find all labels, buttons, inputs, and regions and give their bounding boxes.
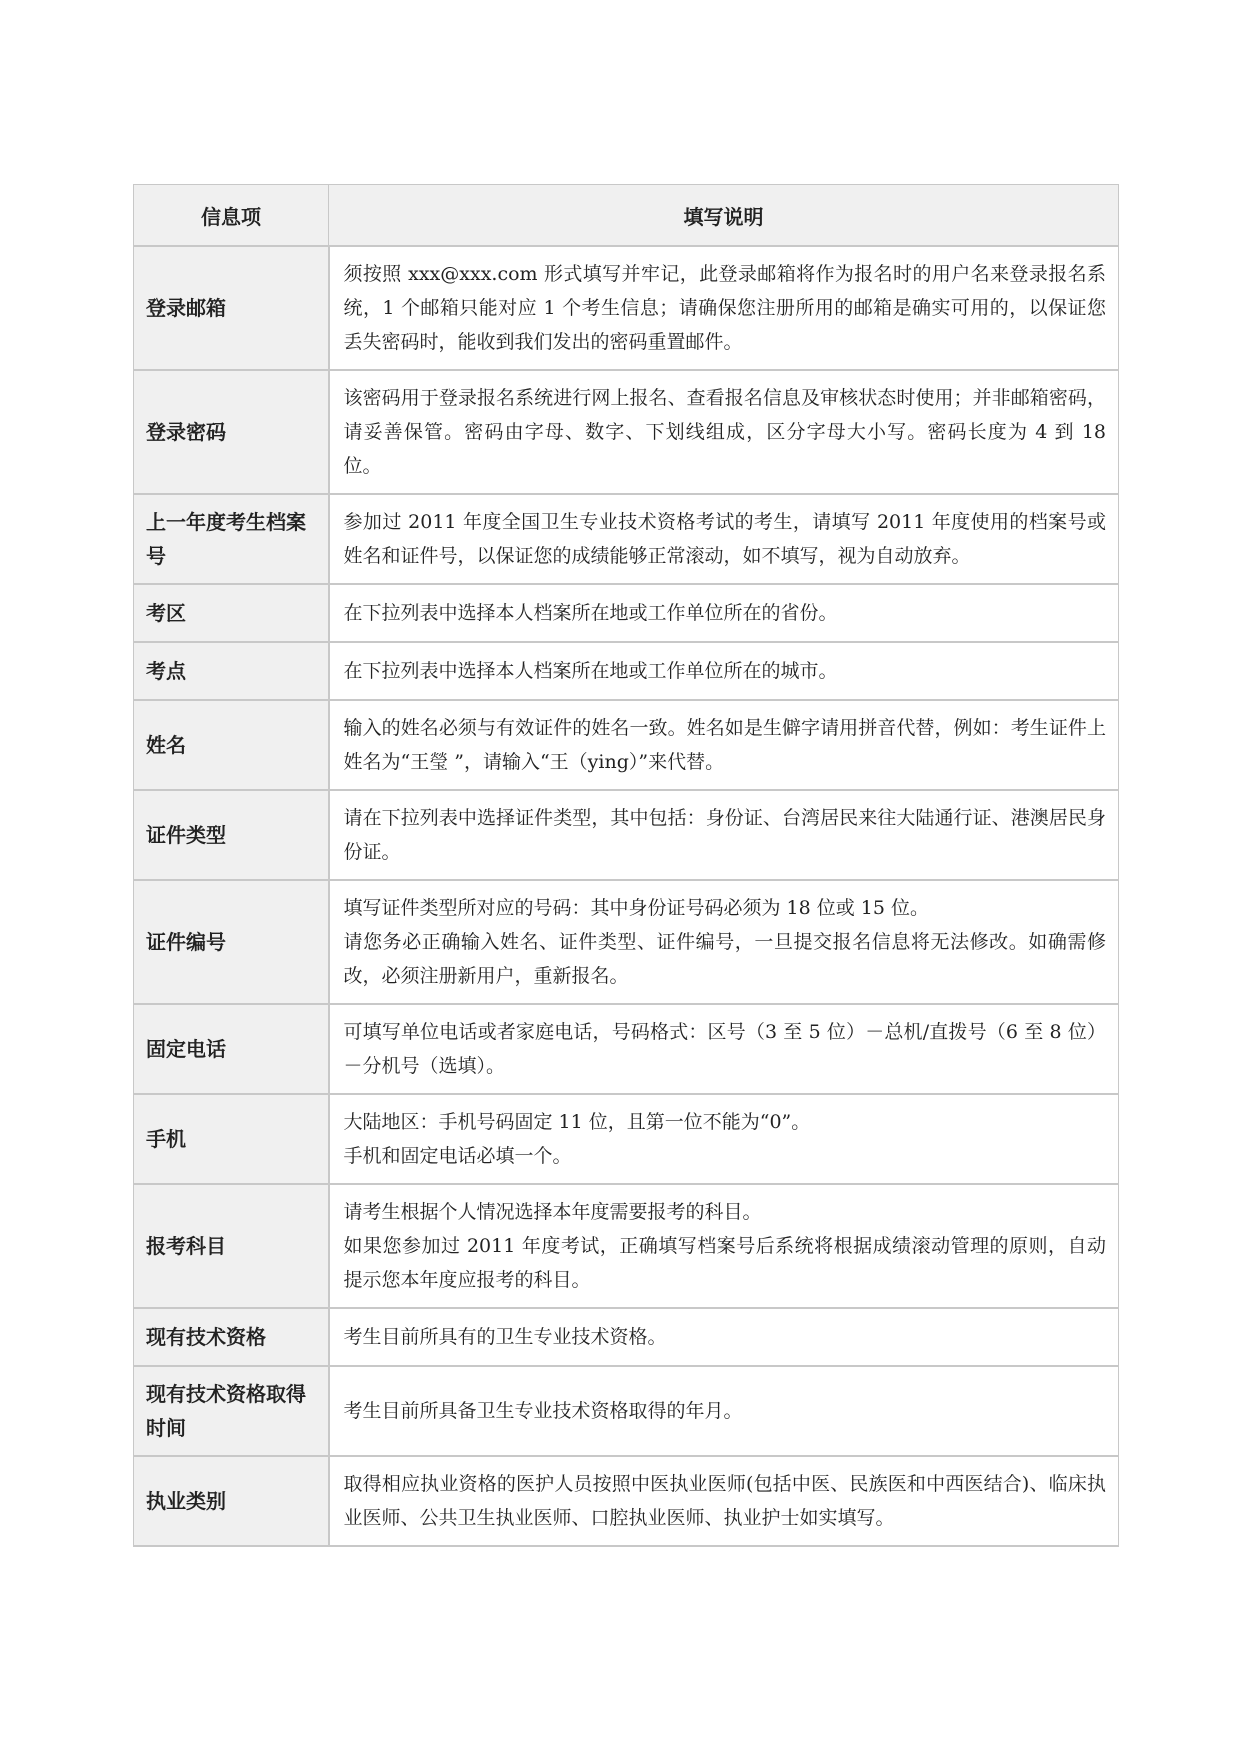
row-item-exam-region: 考区 [134,584,329,642]
row-desc-login-email [329,246,1119,370]
row-desc-exam-subjects [329,1184,1119,1308]
desc-line: 在下拉列表中选择本人档案所在地或工作单位所在的城市。 [343,660,838,682]
row-item-exam-site: 考点 [134,642,329,700]
header-item: 信息项 [134,185,329,247]
row-desc-exam-site [329,642,1119,700]
table-row [134,246,1119,370]
desc-line: 在下拉列表中选择本人档案所在地或工作单位所在的省份。 [343,602,838,624]
row-item-archive-number: 上一年度考生档案号 [134,494,329,584]
row-desc-id-number [329,880,1119,1004]
row-desc-mobile [329,1094,1119,1184]
row-item-landline: 固定电话 [134,1004,329,1094]
row-item-id-number: 证件编号 [134,880,329,1004]
row-item-login-password: 登录密码 [134,370,329,494]
row-desc-id-type [329,790,1119,880]
row-desc-practice-category [329,1456,1119,1546]
row-desc-current-qualification [329,1308,1119,1366]
desc-line: 大陆地区：手机号码固定 11 位，且第一位不能为“0”。 [343,1111,811,1133]
desc-line: 取得相应执业资格的医护人员按照中医执业医师(包括中医、民族医和中西医结合)、临床执业医师、公共卫生执业医师、口腔执业医师、执业护士如实填写。 [343,1473,1106,1529]
row-item-mobile: 手机 [134,1094,329,1184]
table-row [134,370,1119,494]
desc-line: 该密码用于登录报名系统进行网上报名、查看报名信息及审核状态时使用；并非邮箱密码，请妥善保管。密码由字母、数字、下划线组成，区分字母大小写。密码长度为 4 到 18 位。 [343,387,1106,477]
table-row [134,642,1119,700]
desc-line: 可填写单位电话或者家庭电话，号码格式：区号（3 至 5 位）－总机/直拨号（6 至 8 位）－分机号（选填）。 [343,1021,1106,1077]
desc-line: 须按照 xxx@xxx.com 形式填写并牢记，此登录邮箱将作为报名时的用户名来登录报名系统，1 个邮箱只能对应 1 个考生信息；请确保您注册所用的邮箱是确实可用的，以保证您丢失密码时，能收到我们发出的密码重置邮件。 [343,263,1106,353]
info-table [133,184,1119,1547]
row-desc-name [329,700,1119,790]
table-row [134,880,1119,1004]
row-desc-login-password [329,370,1119,494]
desc-line: 填写证件类型所对应的号码：其中身份证号码必须为 18 位或 15 位。 [343,897,930,919]
table-row [134,494,1119,584]
table-row [134,1004,1119,1094]
row-desc-landline [329,1004,1119,1094]
row-item-id-type: 证件类型 [134,790,329,880]
desc-line: 如果您参加过 2011 年度考试，正确填写档案号后系统将根据成绩滚动管理的原则，自动提示您本年度应报考的科目。 [343,1235,1106,1291]
row-item-login-email: 登录邮箱 [134,246,329,370]
desc-line: 请您务必正确输入姓名、证件类型、证件编号，一旦提交报名信息将无法修改。如确需修改，必须注册新用户，重新报名。 [343,931,1106,987]
desc-line: 请考生根据个人情况选择本年度需要报考的科目。 [343,1201,762,1223]
document-page [133,184,1118,1547]
desc-line: 考生目前所具有的卫生专业技术资格。 [343,1326,667,1348]
table-row [134,790,1119,880]
row-item-qualification-date: 现有技术资格取得时间 [134,1366,329,1456]
header-desc: 填写说明 [329,185,1119,247]
row-item-exam-subjects: 报考科目 [134,1184,329,1308]
row-item-current-qualification: 现有技术资格 [134,1308,329,1366]
table-row [134,1184,1119,1308]
table-row [134,1308,1119,1366]
desc-line: 请在下拉列表中选择证件类型，其中包括：身份证、台湾居民来往大陆通行证、港澳居民身份证。 [343,807,1106,863]
desc-line: 输入的姓名必须与有效证件的姓名一致。姓名如是生僻字请用拼音代替，例如：考生证件上姓名为“王瑩 ”，请输入“王（ying）”来代替。 [343,717,1106,773]
table-header-row [134,185,1119,247]
desc-line: 考生目前所具备卫生专业技术资格取得的年月。 [343,1400,743,1422]
row-item-name: 姓名 [134,700,329,790]
row-item-practice-category: 执业类别 [134,1456,329,1546]
table-row [134,1366,1119,1456]
table-row [134,584,1119,642]
desc-line: 手机和固定电话必填一个。 [343,1145,572,1167]
row-desc-exam-region [329,584,1119,642]
row-desc-archive-number [329,494,1119,584]
table-row [134,1094,1119,1184]
row-desc-qualification-date [329,1366,1119,1456]
desc-line: 参加过 2011 年度全国卫生专业技术资格考试的考生，请填写 2011 年度使用的档案号或姓名和证件号，以保证您的成绩能够正常滚动，如不填写，视为自动放弃。 [343,511,1106,567]
table-row [134,1456,1119,1546]
table-row [134,700,1119,790]
